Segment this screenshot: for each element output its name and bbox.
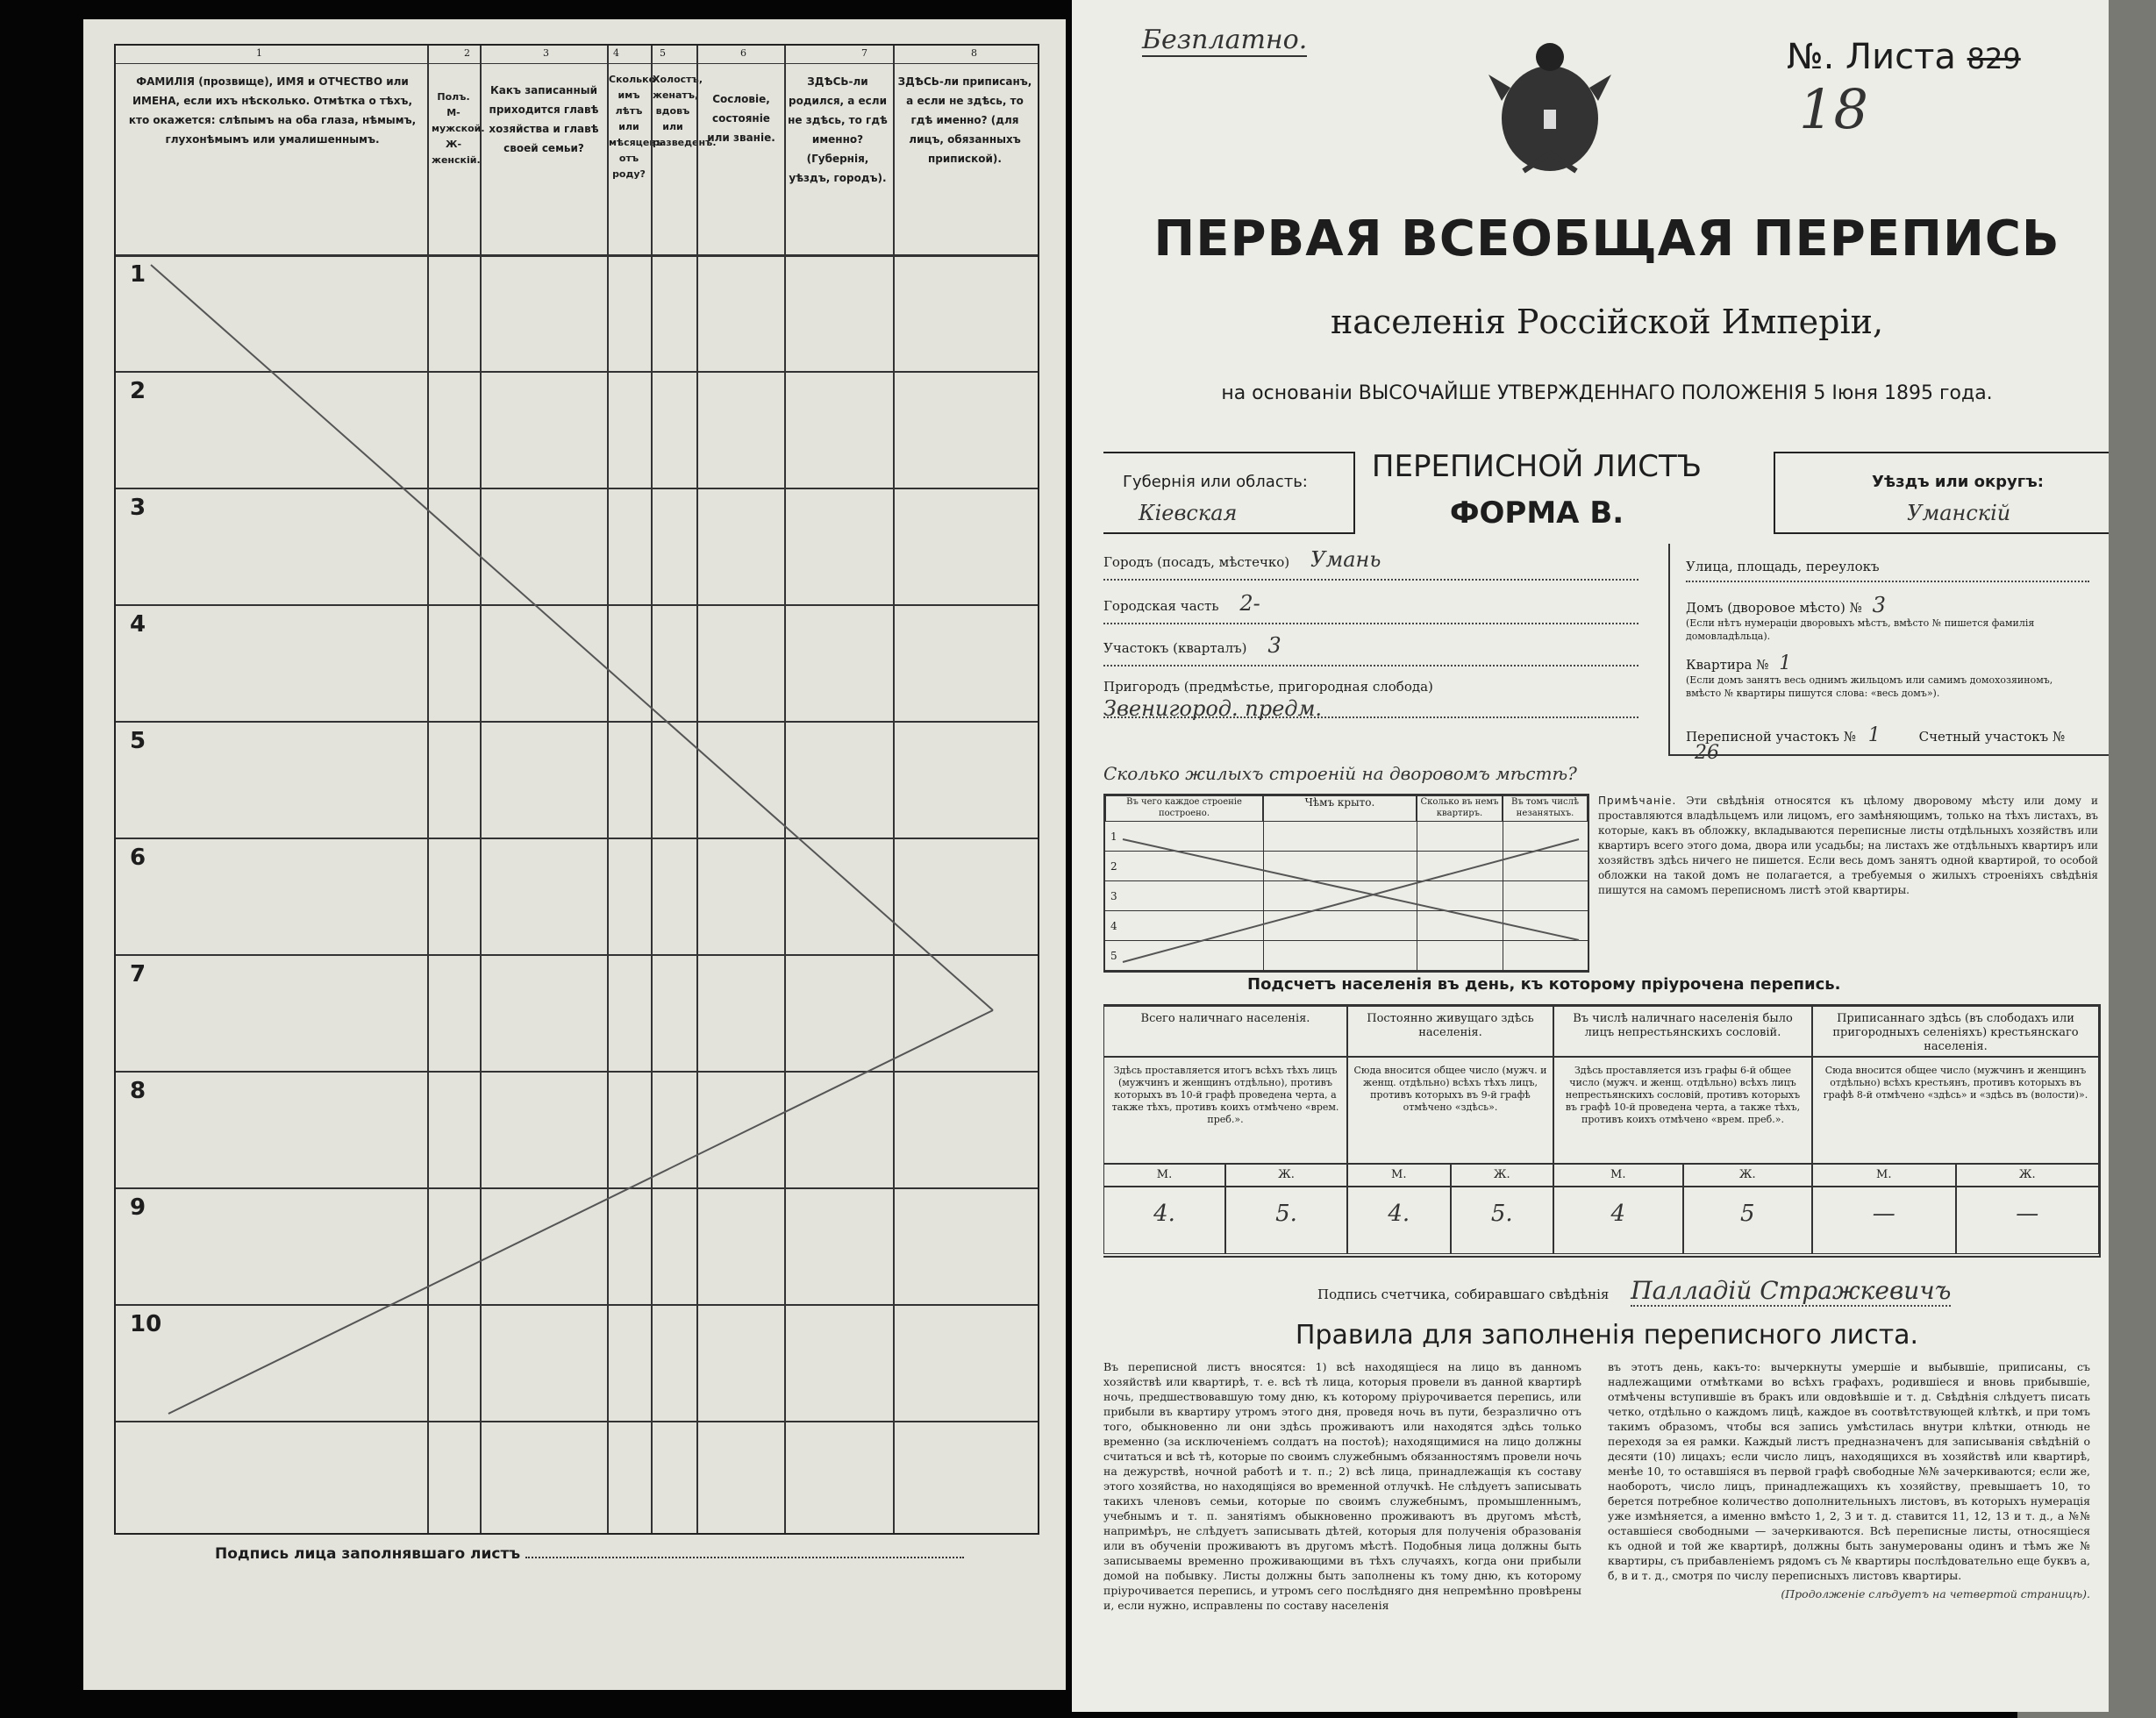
row-number: 2	[130, 378, 146, 404]
row-number: 3	[130, 495, 146, 521]
building-row-number: 2	[1110, 860, 1117, 873]
flat-value: 1	[1779, 652, 1792, 674]
bld-header-flats: Сколько въ немъ квартиръ.	[1417, 795, 1503, 822]
gubernia-box	[1103, 452, 1355, 534]
tally-value: 4.	[1347, 1187, 1451, 1254]
male-label: М.	[1347, 1164, 1451, 1187]
note-text: Эти свѣдѣнія относятся къ цѣлому дворовому мѣсту или дому и проставляются владѣльцемъ или лицомъ, его замѣняющимъ, только на тѣхъ листахъ, въ которые, какъ въ обложку, вкладываются переписные листы отдѣльныхъ хозяйствъ или квартиръ всего этого дома, двора или усадьбы; на листахъ же отдѣльныхъ квартиръ или хозяйствъ здѣсь ничего не пишется. Если весь домъ занятъ одной квартирой, то особой обложки на такой домъ не полагается, а требуемыя о жилыхъ строеніяхъ свѣдѣнія пишутся на самомъ переписномъ листѣ этой квартиры.	[1598, 795, 2098, 896]
signature-line	[215, 1545, 1004, 1563]
col-num-1: 1	[256, 47, 262, 59]
street-label: Улица, площадь, переулокъ	[1686, 559, 1880, 574]
tally-title: Подсчетъ населенія въ день, къ которому пріурочена перепись.	[1247, 975, 1841, 994]
sheet-no-printed: 829	[1967, 42, 2021, 75]
district-field	[1103, 633, 1638, 667]
counter-signature	[1317, 1276, 2089, 1305]
col-num-2: 2	[464, 47, 470, 59]
tally-value: 5	[1683, 1187, 1813, 1254]
buildings-note	[1598, 794, 2098, 898]
right-page	[1072, 0, 2109, 1712]
census-subtitle: населенія Россійской Имперіи,	[1330, 303, 1884, 341]
row-number: 5	[130, 728, 146, 754]
row-number: 7	[130, 961, 146, 987]
female-label: Ж.	[1683, 1164, 1813, 1187]
census-basis: на основаніи ВЫСОЧАЙШЕ УТВЕРЖДЕННАГО ПОЛОЖЕНІЯ 5 Іюня 1895 года.	[1221, 382, 1993, 404]
tally-value: 4	[1553, 1187, 1683, 1254]
building-row-number: 4	[1110, 920, 1117, 932]
tally-header: Всего наличнаго населенія.	[1103, 1006, 1347, 1057]
sheet-no-hand: 18	[1799, 77, 1868, 141]
rules-left-column: Въ переписной листъ вносятся: 1) всѣ находящіеся на лицо въ данномъ хозяйствѣ или квартирѣ, т. е. всѣ тѣ лица, которыя провели въ данной квартирѣ ночь, предшествовавшую тому дню, къ которому пріурочивается перепись, или прибыли въ квартиру утромъ этого дня, проведя ночь въ пути, безразлично отъ того, обыкновенно ли они здѣсь проживаютъ или находятся здѣсь только временно (за исключеніемъ солдатъ на постоѣ); находящимися на лицо должны считаться и всѣ тѣ, которые по своимъ служебнымъ обязанностямъ провели ночь на дежурствѣ, ночной работѣ и т. п.; 2) всѣ лица, принадлежащія къ составу этого хозяйства, но находящіяся во временной отлучкѣ. Не слѣдуетъ записывать такихъ членовъ семьи, которые по своимъ служебнымъ, промышленнымъ, учебнымъ и т. п. занятіямъ обыкновенно проживаютъ въ другомъ мѣстѣ, напримѣръ, не слѣдуетъ записывать дѣтей, которыя для полученія образованія или въ обученіи проживаютъ въ другомъ мѣстѣ. Подобныя лица должны быть записываемы временно проживающими въ тѣхъ случаяхъ, когда они прибыли домой на побывку. Листы должны быть заполнены къ тому дню, къ которому пріурочивается перепись, и утромъ сего послѣдняго дня непремѣнно провѣрены и, если нужно, исправлены по составу населенія	[1103, 1360, 1581, 1612]
note-title: Примѣчаніе.	[1598, 795, 1677, 807]
uezd-value: Уманскій	[1907, 501, 2011, 525]
col4-header: Сколько имъ лѣтъ или мѣсяцевъ отъ роду?	[609, 74, 663, 180]
col6-header: Сословіе, состояніе или званіе.	[707, 93, 775, 144]
count-area-label: Счетный участокъ №	[1918, 729, 2066, 745]
tally-value: —	[1956, 1187, 2100, 1254]
col-num-6: 6	[740, 47, 746, 59]
rules-right-text: въ этотъ день, какъ-то: вычеркнуты умершіе и выбывшіе, приписаны, съ надлежащими отмѣтками во всѣхъ графахъ, родившіеся и вновь прибывшіе, отмѣчены вступившіе въ бракъ или овдовѣвшіе и т. д. Свѣдѣнія слѣдуетъ писать четко, отдѣльно о каждомъ лицѣ, каждое въ соотвѣтствующей клѣткѣ, и при томъ такимъ образомъ, чтобы вся запись умѣстилась внутри клѣтки, отнюдь не переходя за ея рамки. Каждый листъ предназначенъ для записыванія свѣдѣній о десяти (10) лицахъ; если число лицъ, находящихся въ хозяйствѣ или квартирѣ, менѣе 10, то оставшіяся въ первой графѣ свободные №№ зачеркиваются; если же, наоборотъ, число лицъ, принадлежащихъ къ хозяйству, превышаетъ 10, то берется потребное количество дополнительныхъ листовъ, въ которыхъ нумерація уже измѣняется, а именно вмѣсто 1, 2, 3 и т. д. ставится 11, 12, 13 и т. д., а №№ оставшіеся свободными — зачеркиваются. Всѣ переписные листы, относящіеся къ одной и той же квартирѣ, должны быть занумерованы одинъ и тѣмъ же № квартиры, съ прибавленіемъ рядомъ съ № квартиры послѣдовательно еще буквъ а, б, в и т. д., смотря по числу переписныхъ листовъ квартиры.	[1608, 1360, 2090, 1582]
col7-header: ЗДѢСЬ-ли родился, а если не здѣсь, то гдѣ именно? (Губернія, уѣздъ, городъ).	[788, 75, 888, 184]
suburb-label: Пригородъ (предмѣстье, пригородная слобода)	[1103, 679, 1433, 695]
rules-right-column	[1608, 1359, 2090, 1601]
address-block	[1072, 544, 2107, 763]
building-row-number: 3	[1110, 890, 1117, 902]
col2-header: Полъ. М-мужской. Ж-женскій.	[432, 91, 485, 166]
tally-value: 4.	[1103, 1187, 1225, 1254]
column-numbers	[116, 46, 1038, 64]
city-part-label: Городская часть	[1103, 598, 1219, 614]
col-num-7: 7	[861, 47, 867, 59]
row-number: 9	[130, 1194, 146, 1221]
col1-header: ФАМИЛІЯ (прозвище), ИМЯ и ОТЧЕСТВО или ИМЕНА, если ихъ нѣсколько. Отмѣтка о тѣхъ, кто окажется: слѣпымъ на оба глаза, нѣмымъ, глухонѣмымъ или умалишеннымъ.	[128, 75, 417, 146]
male-label: М.	[1103, 1164, 1225, 1187]
row-number: 1	[130, 261, 146, 288]
house-value: 3	[1872, 593, 1886, 617]
census-area-value: 1	[1867, 724, 1881, 746]
house-note: (Если нѣтъ нумераціи дворовыхъ мѣстъ, вмѣсто № пишется фамилія домовладѣльца).	[1686, 617, 2035, 642]
bld-header-material: Въ чего каждое строеніе построено.	[1105, 795, 1263, 822]
household-table	[114, 44, 1039, 1535]
male-label: М.	[1553, 1164, 1683, 1187]
female-label: Ж.	[1225, 1164, 1347, 1187]
city-part-value: 2-	[1239, 591, 1260, 616]
buildings-table	[1103, 794, 1589, 973]
tally-value: —	[1812, 1187, 1956, 1254]
census-title: ПЕРВАЯ ВСЕОБЩАЯ ПЕРЕПИСЬ	[1153, 210, 2060, 267]
row-number: 4	[130, 611, 146, 638]
flat-label: Квартира №	[1686, 657, 1769, 673]
free-label: Безплатно.	[1142, 25, 1308, 55]
col-num-8: 8	[971, 47, 977, 59]
row-number: 10	[130, 1311, 162, 1337]
building-row-number: 1	[1110, 830, 1117, 843]
address-divider	[1668, 544, 2109, 756]
gubernia-value: Кіевская	[1139, 501, 1238, 525]
counter-sig-label: Подпись счетчика, собиравшаго свѣдѣнія	[1317, 1287, 1610, 1302]
census-area-label: Переписной участокъ №	[1686, 729, 1856, 745]
city-label: Городъ (посадъ, мѣстечко)	[1103, 554, 1290, 570]
male-label: М.	[1812, 1164, 1956, 1187]
col3-header: Какъ записанный приходится главѣ хозяйства и главѣ своей семьи?	[489, 84, 599, 154]
double-headed-eagle-emblem	[1484, 39, 1616, 184]
suburb-value: Звенигород. предм.	[1103, 702, 1638, 718]
city-value: Умань	[1310, 547, 1381, 572]
female-label: Ж.	[1956, 1164, 2100, 1187]
building-row-number: 5	[1110, 950, 1117, 962]
rules-text	[1103, 1359, 2095, 1675]
city-part-field	[1103, 591, 1638, 624]
col8-header: ЗДѢСЬ-ли приписанъ, а если не здѣсь, то гдѣ именно? (для лицъ, обязанныхъ припиской).	[897, 75, 1032, 165]
tally-value: 5.	[1225, 1187, 1347, 1254]
signature-label: Подпись лица заполнявшаго листъ	[215, 1545, 521, 1563]
col5-header: Холостъ, женатъ, вдовъ или разведенъ.	[653, 74, 717, 148]
counter-sig-value: Палладій Стражкевичъ	[1631, 1276, 1952, 1305]
left-page	[83, 19, 1066, 1690]
tally-header: Приписаннаго здѣсь (въ слободахъ или пригородныхъ селеніяхъ) крестьянскаго населенія.	[1812, 1006, 2099, 1057]
suburb-field	[1103, 680, 1638, 741]
count-area-value: 26	[1695, 742, 1719, 764]
tally-header: Въ числѣ наличнаго населенія было лицъ непрестьянскихъ сословій.	[1553, 1006, 1812, 1057]
tally-description: Здѣсь проставляется изъ графы 6-й общее число (мужч. и женщ. отдѣльно) всѣхъ лицъ непрестьянскихъ сословій, противъ которыхъ въ графѣ 10-й проведена черта, а также тѣхъ, противъ коихъ отмѣчено «врем. преб.».	[1553, 1057, 1812, 1164]
col-num-3: 3	[543, 47, 549, 59]
rules-title: Правила для заполненія переписного листа.	[1295, 1320, 1919, 1351]
form-title: ПЕРЕПИСНОЙ ЛИСТЪ	[1371, 449, 1703, 484]
col-num-5: 5	[660, 47, 666, 59]
uezd-label: Уѣздъ или округъ:	[1872, 473, 2044, 491]
gubernia-label: Губернія или область:	[1123, 473, 1308, 491]
buildings-question: Сколько жилыхъ строеній на дворовомъ мѣстѣ?	[1103, 763, 1577, 784]
continued-note: (Продолженіе слѣдуетъ на четвертой страницѣ).	[1781, 1587, 2090, 1600]
row-number: 6	[130, 845, 146, 871]
flat-note: (Если домъ занятъ весь однимъ жильцомъ или самимъ домохозяиномъ, вмѣсто № квартиры пишутся слова: «весь домъ»).	[1686, 674, 2053, 699]
house-label: Домъ (дворовое мѣсто) №	[1686, 600, 1862, 616]
bld-header-vacant: Въ томъ числѣ незанятыхъ.	[1503, 795, 1588, 822]
uezd-box	[1774, 452, 2109, 534]
cancel-diagonal-line	[116, 256, 1041, 1422]
row-number: 8	[130, 1078, 146, 1104]
sheet-number	[1787, 37, 2109, 141]
sheet-no-label: №. Листа	[1787, 37, 1956, 77]
form-name: ФОРМА В.	[1449, 495, 1624, 531]
col-num-4: 4	[613, 47, 619, 59]
tally-description: Здѣсь проставляется итогъ всѣхъ тѣхъ лицъ (мужчинъ и женщинъ отдѣльно), противъ которыхъ въ 10-й графѣ проведена черта, а также тѣхъ, противъ коихъ отмѣчено «врем. преб.».	[1103, 1057, 1347, 1164]
tally-description: Сюда вносится общее число (мужч. и женщ. отдѣльно) всѣхъ тѣхъ лицъ, противъ которыхъ въ 9-й графѣ отмѣчено «здѣсь».	[1347, 1057, 1553, 1164]
district-label: Участокъ (кварталъ)	[1103, 640, 1247, 656]
district-value: 3	[1267, 633, 1281, 658]
buildings-cancel-lines	[1105, 822, 1588, 971]
city-field	[1103, 547, 1638, 581]
tally-value: 5.	[1451, 1187, 1554, 1254]
tally-description: Сюда вносится общее число (мужчинъ и женщинъ отдѣльно) всѣхъ крестьянъ, противъ которыхъ въ графѣ 8-й отмѣчено «здѣсь» и «здѣсь въ (волости)».	[1812, 1057, 2099, 1164]
tally-table	[1103, 1004, 2101, 1258]
bld-header-roof: Чѣмъ крыто.	[1263, 795, 1417, 822]
female-label: Ж.	[1451, 1164, 1554, 1187]
tally-header: Постоянно живущаго здѣсь населенія.	[1347, 1006, 1553, 1057]
